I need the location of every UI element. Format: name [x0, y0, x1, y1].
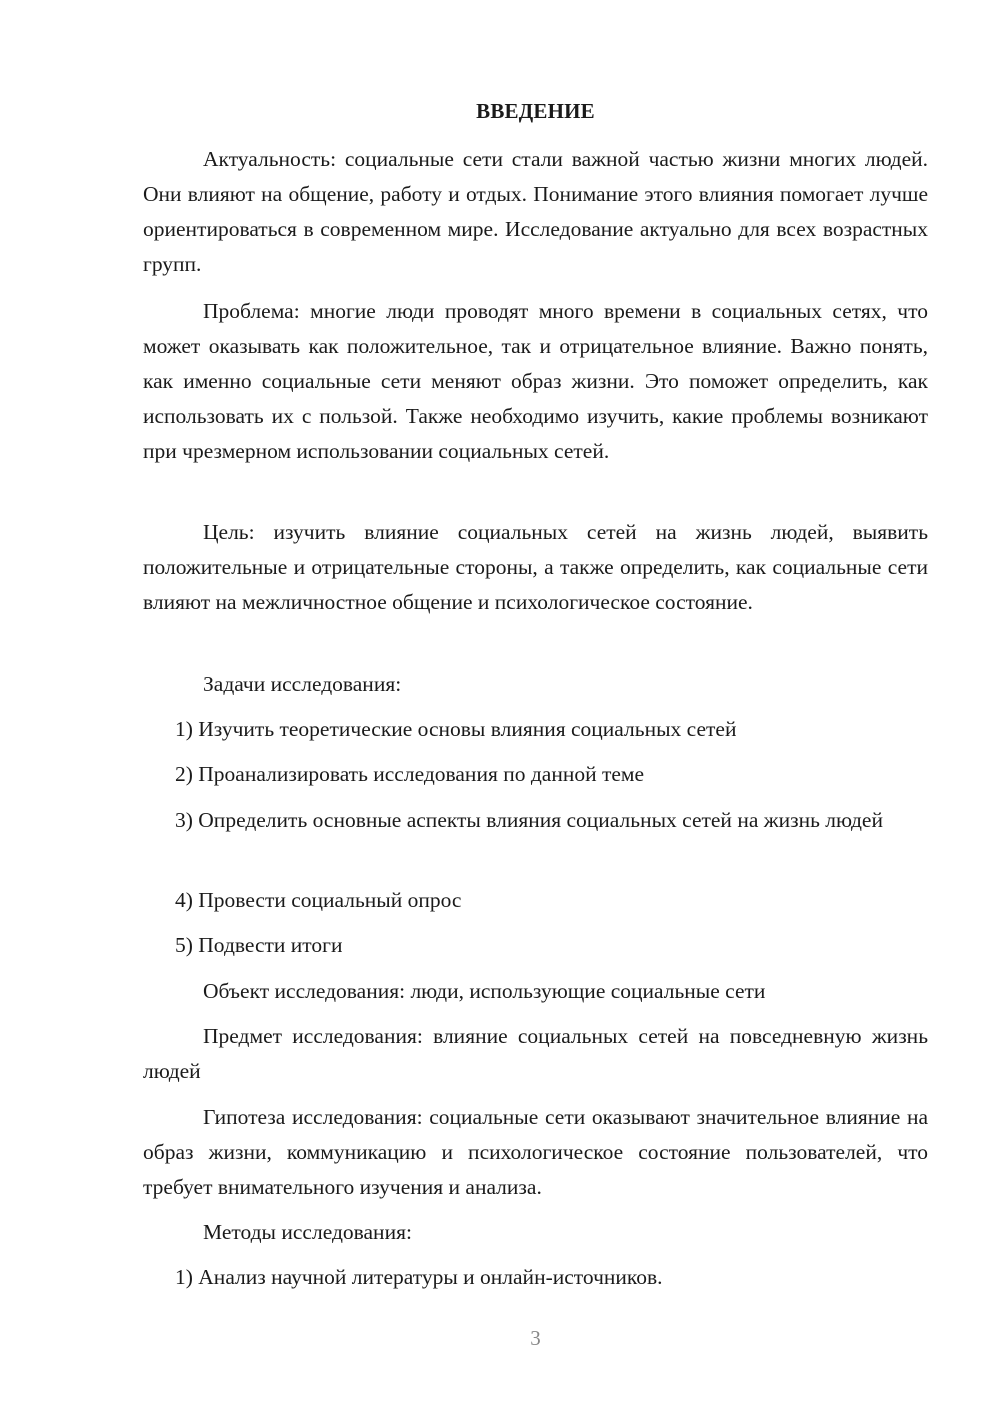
subject-paragraph: Предмет исследования: влияние социальных сетей на повседневную жизнь людей — [143, 1024, 928, 1083]
goal-paragraph: Цель: изучить влияние социальных сетей на жизнь людей, выявить положительные и отрицательные стороны, а также определить, как социальные сети влияют на межличностное общение и психологическое состояние. — [143, 520, 928, 614]
hypothesis-paragraph: Гипотеза исследования: социальные сети оказывают значительное влияние на образ жизни, коммуникацию и психологическое состояние пользователей, что требует внимательного изучения и анализа. — [143, 1105, 928, 1199]
methods-title: Методы исследования: — [203, 1220, 412, 1244]
object-paragraph: Объект исследования: люди, использующие социальные сети — [203, 979, 766, 1003]
task-item: 4) Провести социальный опрос — [175, 888, 462, 912]
problem-paragraph: Проблема: многие люди проводят много времени в социальных сетях, что может оказывать как положительное, так и отрицательное влияние. Важно понять, как именно социальные сети меняют образ жизни. Это поможет определить, как использовать их с пользой. Также необходимо изучить, какие проблемы возникают при чрезмерном использовании социальных сетей. — [143, 299, 928, 463]
section-heading: ВВЕДЕНИЕ — [476, 99, 595, 123]
task-item: 1) Изучить теоретические основы влияния социальных сетей — [175, 717, 737, 741]
page-number: 3 — [530, 1326, 541, 1350]
relevance-paragraph: Актуальность: социальные сети стали важной частью жизни многих людей. Они влияют на общение, работу и отдых. Понимание этого влияния помогает лучше ориентироваться в современном мире. Исследование актуально для всех возрастных групп. — [143, 147, 928, 276]
task-item: 5) Подвести итоги — [175, 933, 343, 957]
task-item: 2) Проанализировать исследования по данной теме — [175, 762, 645, 786]
task-item: 3) Определить основные аспекты влияния социальных сетей на жизнь людей — [175, 808, 883, 832]
method-item: 1) Анализ научной литературы и онлайн-источников. — [175, 1265, 663, 1289]
tasks-title: Задачи исследования: — [203, 672, 402, 696]
